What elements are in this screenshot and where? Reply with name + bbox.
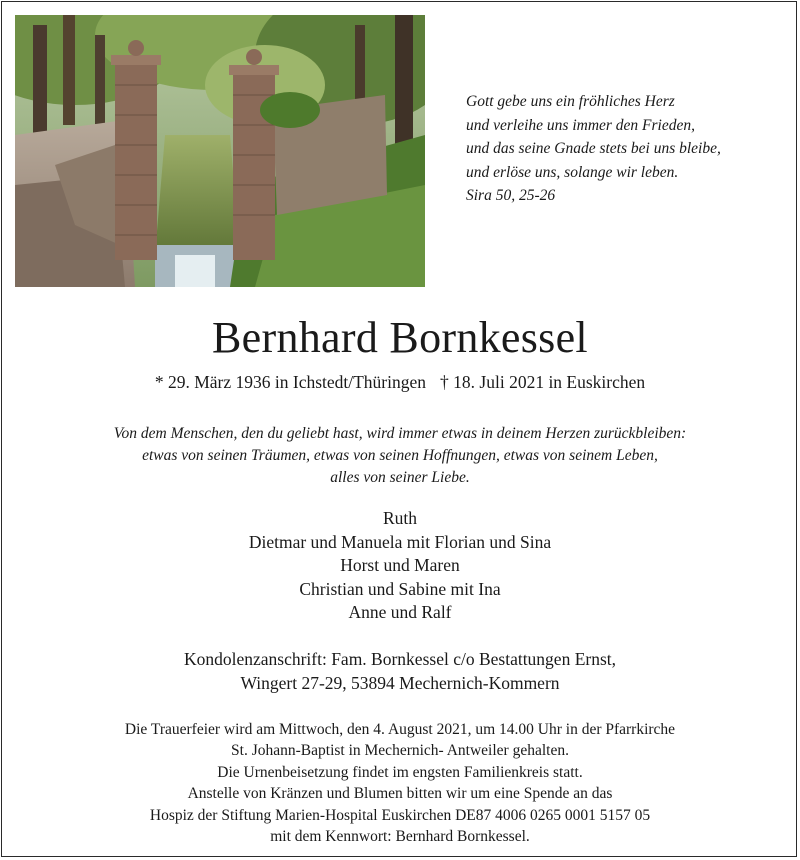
family-member: Christian und Sabine mit Ina (299, 578, 501, 599)
death-date: † 18. Juli 2021 in Euskirchen (440, 372, 646, 392)
condolence-line: Wingert 27-29, 53894 Mechernich-Kommern (240, 673, 560, 693)
deceased-name: Bernhard Bornkessel (212, 313, 588, 362)
verse-source: Sira 50, 25-26 (466, 187, 556, 204)
family-member: Anne und Ralf (348, 602, 452, 622)
family-member: Dietmar und Manuela mit Florian und Sina (248, 531, 552, 552)
mourning-family (0, 507, 800, 625)
ceremony-line: Die Urnenbeisetzung findet im engsten Familienkreis statt. (217, 763, 583, 781)
verse-line: und erlöse uns, solange wir leben. (466, 163, 679, 181)
family-member: Horst und Maren (340, 555, 460, 575)
quote-line: etwas von seinen Träumen, etwas von seinen Hoffnungen, etwas von seinem Leben, (142, 447, 658, 464)
family-member: Ruth (382, 508, 418, 528)
birth-date: * 29. März 1936 in Ichstedt/Thüringen (154, 372, 427, 392)
ceremony-line: St. Johann-Baptist in Mechernich- Antweiler gehalten. (231, 742, 569, 760)
life-dates (0, 372, 800, 393)
ceremony-line: mit dem Kennwort: Bernhard Bornkessel. (270, 828, 530, 846)
ceremony-line: Anstelle von Kränzen und Blumen bitten wir um eine Spende an das (187, 785, 613, 803)
verse-line: und verleihe uns immer den Frieden, (466, 116, 695, 134)
ceremony-line: Hospiz der Stiftung Marien-Hospital Euskirchen DE87 4006 0265 0001 5157 05 (149, 806, 651, 824)
bible-verse (466, 90, 786, 208)
verse-line: und das seine Gnade stets bei uns bleibe, (466, 140, 721, 157)
ceremony-info (0, 719, 800, 847)
verse-line: Gott gebe uns ein fröhliches Herz (466, 93, 675, 110)
condolence-line: Kondolenzanschrift: Fam. Bornkessel c/o Bestattungen Ernst, (183, 649, 617, 669)
quote-line: alles von seiner Liebe. (330, 469, 470, 486)
condolence-address (0, 647, 800, 695)
quote-line: Von dem Menschen, den du geliebt hast, wird immer etwas in deinem Herzen zurückbleiben: (113, 425, 687, 442)
ceremony-line: Die Trauerfeier wird am Mittwoch, den 4. August 2021, um 14.00 Uhr in der Pfarrkirche (124, 721, 676, 738)
memorial-quote (0, 423, 800, 489)
park-gate-photo (15, 15, 425, 287)
